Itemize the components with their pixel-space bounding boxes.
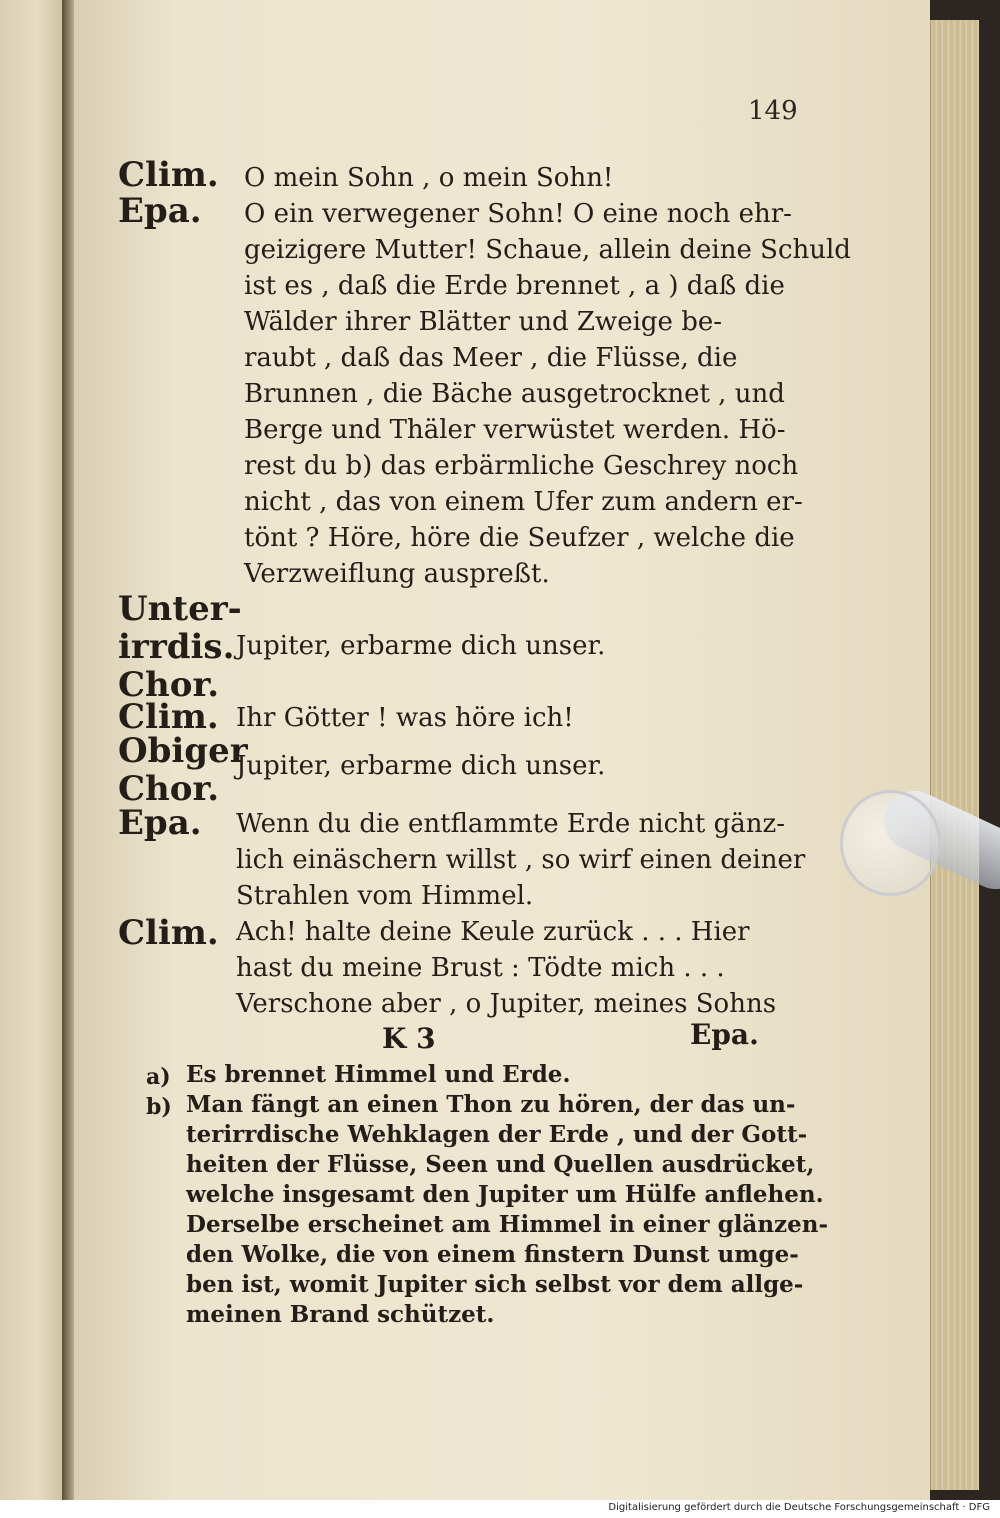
digitization-credit: Digitalisierung gefördert durch die Deutsche Forschungsgemeinschaft · DFG: [608, 1502, 990, 1513]
dialogue-line: Brunnen , die Bäche ausgetrocknet , und: [244, 379, 785, 409]
dialogue-line: lich einäschern willst , so wirf einen deiner: [236, 845, 806, 875]
dialogue-line: Wenn du die entflammte Erde nicht gänz-: [236, 809, 785, 839]
left-page-edge: [0, 0, 65, 1500]
dialogue-line: Wälder ihrer Blätter und Zweige be-: [244, 307, 723, 337]
dialogue-line: tönt ? Höre, höre die Seufzer , welche die: [244, 523, 795, 553]
page-number: 149: [748, 96, 798, 126]
page-stack-edge: [930, 20, 979, 1490]
footnote-line: meinen Brand schützet.: [186, 1301, 495, 1328]
dialogue-line: hast du meine Brust : Tödte mich . . .: [236, 953, 725, 983]
magnifying-glass-icon: [840, 790, 941, 896]
footnote-line: ben ist, womit Jupiter sich selbst vor dem allge-: [186, 1271, 804, 1298]
speaker-label: Clim.: [118, 913, 219, 953]
footnote-line: Derselbe erscheinet am Himmel in einer glänzen-: [186, 1211, 829, 1238]
footnote-label: b): [146, 1094, 172, 1120]
speaker-label: Epa.: [118, 803, 202, 843]
dialogue-line: Jupiter, erbarme dich unser.: [236, 751, 606, 781]
dialogue-line: Berge und Thäler verwüstet werden. Hö-: [244, 415, 786, 445]
footnote-line: heiten der Flüsse, Seen und Quellen ausdrücket,: [186, 1151, 815, 1178]
speaker-label: Unter- irrdis. Chor.: [118, 589, 242, 705]
dialogue-line: Verschone aber , o Jupiter, meines Sohns: [236, 989, 777, 1019]
footnote-line: den Wolke, die von einem finstern Dunst umge-: [186, 1241, 799, 1268]
dialogue-line: O mein Sohn , o mein Sohn!: [244, 163, 614, 193]
dialogue-line: Ach! halte deine Keule zurück . . . Hier: [236, 917, 750, 947]
dialogue-line: O ein verwegener Sohn! O eine noch ehr-: [244, 199, 792, 229]
footnote-line: Es brennet Himmel und Erde.: [186, 1061, 571, 1088]
book-gutter: [62, 0, 74, 1500]
dialogue-line: nicht , das von einem Ufer zum andern er-: [244, 487, 803, 517]
dialogue-line: Strahlen vom Himmel.: [236, 881, 534, 911]
speaker-label: Clim.: [118, 697, 219, 737]
footnote-label: a): [146, 1064, 171, 1090]
dialogue-line: raubt , daß das Meer , die Flüsse, die: [244, 343, 738, 373]
speaker-label: Obiger Chor.: [118, 731, 248, 809]
catchword: Epa.: [690, 1018, 759, 1051]
dialogue-line: rest du b) das erbärmliche Geschrey noch: [244, 451, 799, 481]
footnote-line: terirrdische Wehklagen der Erde , und der Gott-: [186, 1121, 808, 1148]
speaker-label: Clim.: [118, 155, 219, 195]
dialogue-line: Ihr Götter ! was höre ich!: [236, 703, 574, 733]
signature-mark: K 3: [382, 1022, 436, 1055]
footnote-line: Man fängt an einen Thon zu hören, der das un-: [186, 1091, 796, 1118]
dialogue-line: ist es , daß die Erde brennet , a ) daß die: [244, 271, 785, 301]
speaker-label: Epa.: [118, 191, 202, 231]
footnote-line: welche insgesamt den Jupiter um Hülfe anflehen.: [186, 1181, 824, 1208]
dialogue-line: Verzweiflung auspreßt.: [244, 559, 550, 589]
dialogue-line: geizigere Mutter! Schaue, allein deine Schuld: [244, 235, 851, 265]
dialogue-line: Jupiter, erbarme dich unser.: [236, 631, 606, 661]
